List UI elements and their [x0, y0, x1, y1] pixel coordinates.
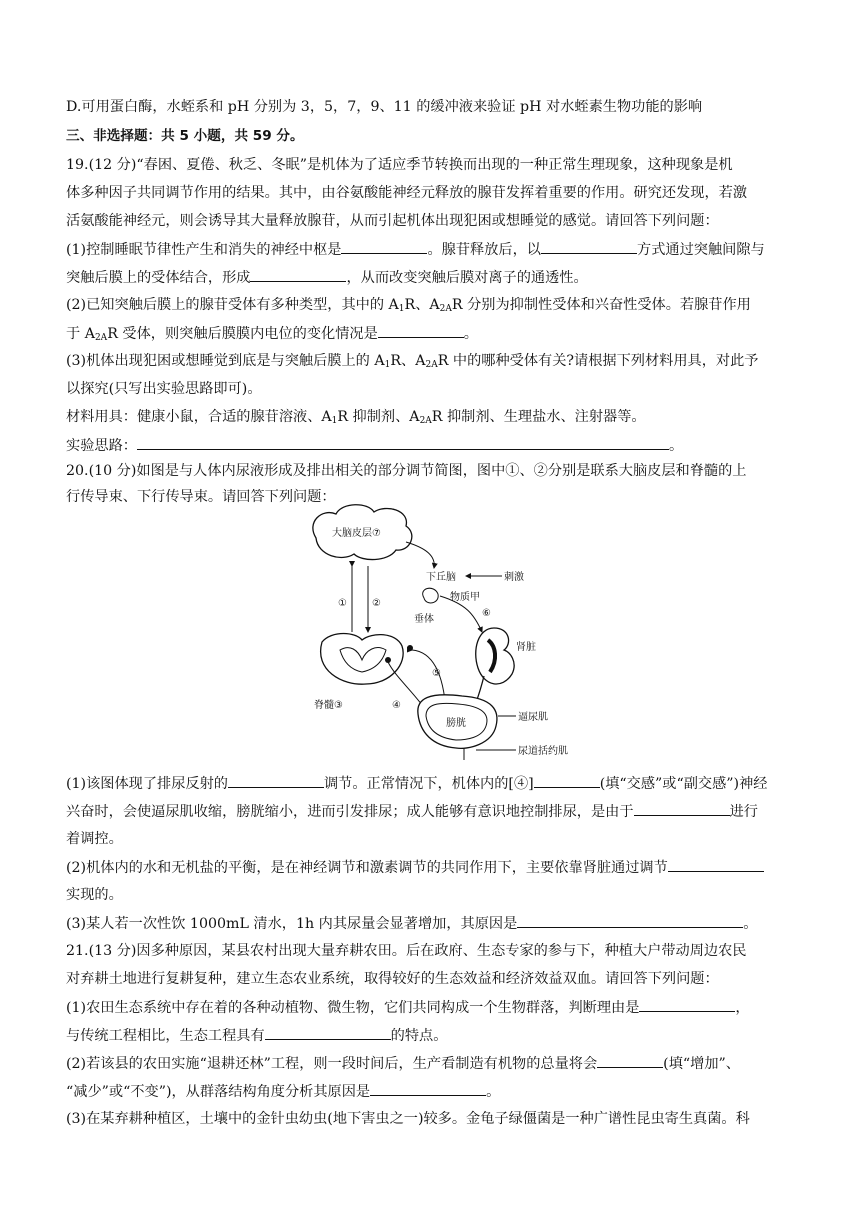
- label-cortex: 大脑皮层⑦: [332, 528, 381, 539]
- text: 与传统工程相比，生态工程具有: [66, 1028, 265, 1044]
- q20-stem-2: 行传导束、下行传导束。请回答下列问题：: [66, 489, 336, 505]
- text: R、A: [404, 297, 440, 313]
- q21-stem-2: 对弃耕土地进行复耕复种，建立生态农业系统，取得较好的生态效益和经济效益双血。请回答下列问题：: [66, 971, 719, 987]
- text: 。: [743, 916, 758, 932]
- text: (2)若该县的农田实施“退耕还林”工程，则一段时间后，生产看制造有机物的总量将会: [66, 1056, 598, 1072]
- q19-experiment: [66, 435, 806, 456]
- diagram-svg: [306, 500, 594, 766]
- text: R 抑制剂、生理盐水、注射器等。: [431, 409, 646, 425]
- label-substance: 物质甲: [450, 592, 480, 603]
- q21-part1-line1: [66, 997, 806, 1018]
- answer-blank[interactable]: [634, 801, 730, 816]
- text: 于 A: [66, 326, 95, 342]
- subscript: 2A: [439, 304, 452, 314]
- label-kidney: 肾脏: [516, 642, 536, 653]
- text: (1)农田生态系统中存在着的各种动植物、微生物，它们共同构成一个生物群落，判断理由是: [66, 1000, 640, 1016]
- text: (2)机体内的水和无机盐的平衡，是在神经调节和激素调节的共同作用下，主要依靠肾脏通过调节: [66, 860, 668, 876]
- q20-part2-line1: [66, 857, 806, 878]
- answer-blank[interactable]: [378, 323, 464, 338]
- text: R 受体，则突触后膜膜内电位的变化情况是: [107, 326, 378, 342]
- urination-regulation-diagram: [306, 500, 594, 766]
- q19-stem-1: 19.(12 分)“春困、夏倦、秋乏、冬眠”是机体为了适应季节转换而出现的一种正常生理现象，这种现象是机: [66, 157, 733, 173]
- label-5: ⑤: [432, 668, 441, 679]
- text: 的特点。: [390, 1028, 448, 1044]
- label-detrusor: 逼尿肌: [518, 712, 548, 723]
- q20-part1-line2: [66, 801, 806, 822]
- text: (1)控制睡眠节律性产生和消失的神经中枢是: [66, 242, 342, 258]
- label-tract-2: ②: [372, 598, 381, 609]
- section-title: 三、非选择题：共 5 小题，共 59 分。: [66, 128, 304, 144]
- answer-blank[interactable]: [541, 239, 637, 254]
- q18-option-d: D.可用蛋白酶，水蛭系和 pH 分别为 3，5，7，9、11 的缓冲液来验证 pH 对水蛭素生物功能的影响: [66, 99, 703, 115]
- q20-part3: [66, 913, 806, 934]
- q20-part1-line3: 着调控。: [66, 831, 123, 847]
- q19-part3-line1: [66, 351, 806, 375]
- answer-blank[interactable]: [341, 239, 427, 254]
- subscript: 2A: [94, 333, 108, 343]
- q21-part2-line1: [66, 1053, 806, 1074]
- text: 调节。正常情况下，机体内的[④]: [323, 776, 534, 792]
- label-spinal-cord: 脊髓③: [314, 700, 343, 711]
- answer-blank[interactable]: [639, 997, 735, 1012]
- q19-stem-2: 体多种因子共同调节作用的结果。其中，由谷氨酸能神经元释放的腺苷发挥着重要的作用。研究还发现，若激: [66, 185, 748, 201]
- label-tract-1: ①: [338, 598, 347, 609]
- text: R 分别为抑制性受体和兴奋性受体。若腺苷作用: [451, 297, 751, 313]
- text: 兴奋时，会使逼尿肌收缩，膀胱缩小，进而引发排尿；成人能够有意识地控制排尿，是由于: [66, 804, 634, 820]
- q19-materials: [66, 407, 806, 431]
- label-sphincter: 尿道括约肌: [518, 746, 568, 757]
- label-pituitary: 垂体: [414, 614, 434, 625]
- answer-blank[interactable]: [370, 1081, 486, 1096]
- q20-part2-line2: 实现的。: [66, 887, 123, 903]
- text: 实验思路：: [66, 438, 137, 454]
- label-6: ⑥: [482, 608, 491, 619]
- answer-blank[interactable]: [137, 435, 669, 450]
- text: (3)机体出现犯困或想睡觉到底是与突触后膜上的 A: [66, 353, 385, 369]
- answer-blank[interactable]: [597, 1053, 663, 1068]
- q19-part1-line2: [66, 267, 806, 288]
- text: “减少”或“不变”)，从群落结构角度分析其原因是: [66, 1084, 371, 1100]
- answer-blank[interactable]: [517, 913, 743, 928]
- answer-blank[interactable]: [668, 857, 764, 872]
- q19-part3-line2: 以探究(只写出实验思路即可)。: [66, 381, 262, 397]
- text: R 中的哪种受体有关?请根据下列材料用具，对此予: [437, 353, 759, 369]
- subscript: 2A: [419, 416, 432, 426]
- text: 方式通过突触间隙与: [637, 242, 765, 258]
- text: R 抑制剂、A: [337, 409, 420, 425]
- q21-part2-line2: [66, 1081, 806, 1102]
- answer-blank[interactable]: [250, 267, 346, 282]
- label-4: ④: [392, 700, 401, 711]
- q19-part2-line2: [66, 323, 806, 348]
- q21-part3-line1: (3)在某弃耕种植区，土壤中的金针虫幼虫(地下害虫之一)较多。金龟子绿僵菌是一种广谱性昆虫寄生真菌。科: [66, 1111, 750, 1127]
- text: (1)该图体现了排尿反射的: [66, 776, 228, 792]
- label-stimulus: 刺激: [504, 572, 524, 583]
- text: 突触后膜上的受体结合，形成: [66, 270, 251, 286]
- text: 材料用具：健康小鼠，合适的腺苷溶液、A: [66, 409, 332, 425]
- text: 。: [463, 326, 478, 342]
- q20-stem-1: 20.(10 分)如图是与人体内尿液形成及排出相关的部分调节简图，图中①、②分别是联系大脑皮层和脊髓的上: [66, 463, 747, 479]
- q19-part1-line1: [66, 239, 806, 260]
- text: R、A: [390, 353, 426, 369]
- text: 。腺苷释放后，以: [427, 242, 541, 258]
- text: (填“交感”或“副交感”)神经: [599, 776, 768, 792]
- q20-part1-line1: [66, 773, 806, 794]
- subscript: 1: [331, 416, 338, 426]
- text: ，: [735, 1000, 750, 1016]
- text: 。: [668, 438, 684, 454]
- answer-blank[interactable]: [265, 1025, 391, 1040]
- text: (3)某人若一次性饮 1000mL 清水，1h 内其尿量会显著增加，其原因是: [66, 916, 518, 932]
- text: (填“增加”、: [663, 1056, 740, 1072]
- subscript: 2A: [425, 360, 438, 370]
- subscript: 1: [384, 360, 391, 370]
- answer-blank[interactable]: [534, 773, 600, 788]
- q19-part2-line1: [66, 295, 806, 319]
- label-hypothalamus: 下丘脑: [426, 572, 456, 583]
- text: (2)已知突触后膜上的腺苷受体有多种类型，其中的 A: [66, 297, 399, 313]
- answer-blank[interactable]: [228, 773, 324, 788]
- label-bladder: 膀胱: [446, 718, 466, 729]
- text: 。: [486, 1084, 501, 1100]
- q21-part1-line2: [66, 1025, 806, 1046]
- text: ，从而改变突触后膜对离子的通透性。: [346, 270, 588, 286]
- text: 进行: [729, 804, 758, 820]
- subscript: 1: [398, 304, 405, 314]
- q19-stem-3: 活氨酸能神经元，则会诱导其大量释放腺苷，从而引起机体出现犯困或想睡觉的感觉。请回答下列问题：: [66, 213, 719, 229]
- q21-stem-1: 21.(13 分)因多种原因，某县农村出现大量弃耕农田。后在政府、生态专家的参与下，种植大户带动周边农民: [66, 943, 747, 959]
